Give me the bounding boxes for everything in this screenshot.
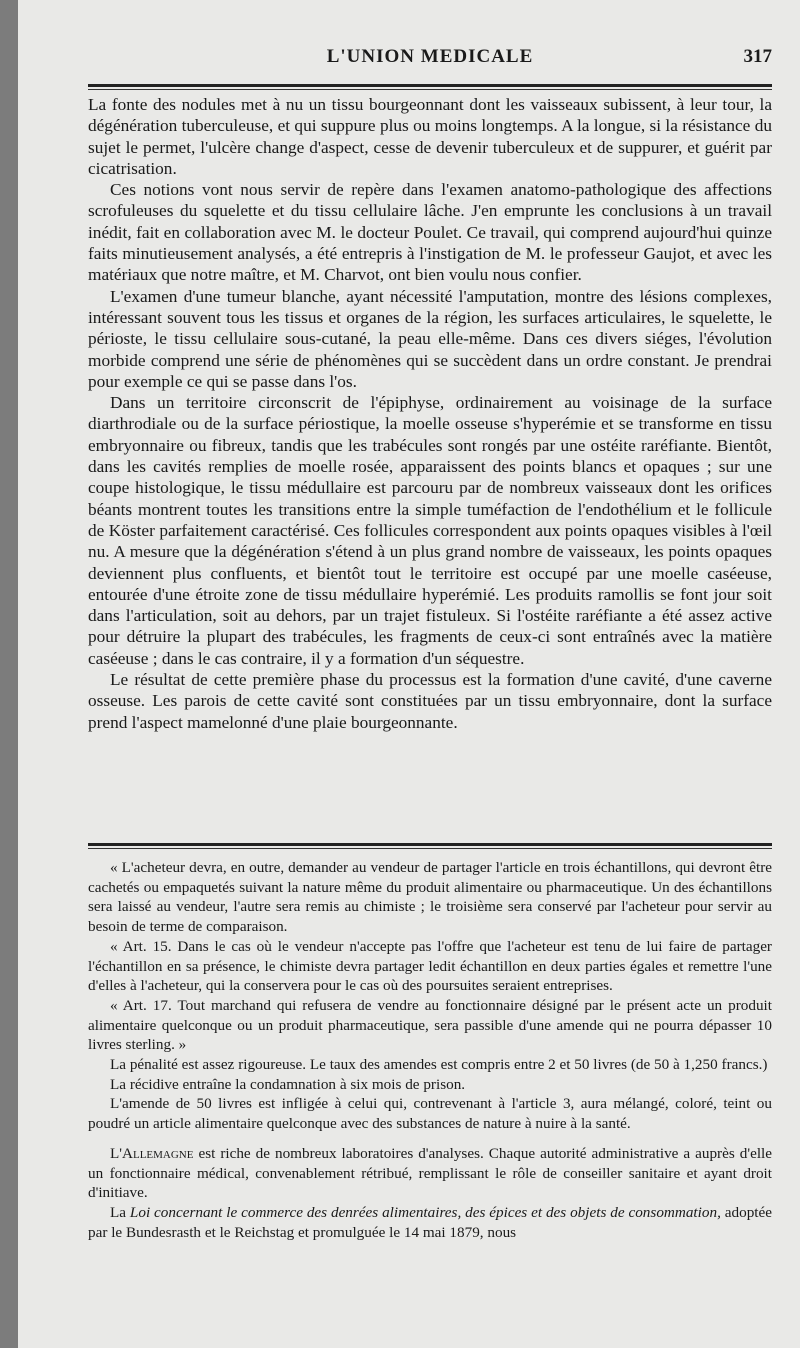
note-paragraph-4: La pénalité est assez rigoureuse. Le taux des amendes est compris entre 2 et 50 livres (de 50 à 1,250 francs.)	[110, 1056, 768, 1074]
main-text	[88, 94, 772, 733]
page-number: 317	[743, 46, 772, 67]
note-paragraph-2: « Art. 15. Dans le cas où le vendeur n'accepte pas l'offre que l'acheteur est tenu de lui faire de partager l'échantillon en sa présence, le chimiste devra partager ledit échantillon en deux parties égales et remettre l'une d'elles à l'acheteur, qui la conservera pour le cas où des poursuites seraient entreprises.	[88, 937, 772, 995]
note-paragraph-8-start: La	[110, 1203, 130, 1221]
paragraph-4: Dans un territoire circonscrit de l'épiphyse, ordinairement au voisinage de la surface diarthrodiale ou de la surface périostique, la moelle osseuse s'hyperémie et se transforme en tissu embryonnaire ou fibreux, tandis que les trabécules sont rongés par une ostéite raréfiante. Bientôt, dans les cavités remplies de moelle rosée, apparaissent des points blancs et opaques ; sur une coupe histologique, le tissu médullaire est parcouru par de nombreux vaisseaux dont les orifices béants montrent toutes les transitions entre la simple tuméfaction de l'endothélium et le follicule de Köster parfaitement caractérisé. Ces follicules correspondent aux points opaques visibles à l'œil nu. A mesure que la dégénération s'étend à un plus grand nombre de vaisseaux, les points opaques deviennent plus confluents, et bientôt tout le territoire est occupé par une moelle caséeuse, entourée d'une étroite zone de tissu médullaire hyperémié. Les produits ramollis se font jour soit dans l'articulation, soit au dehors, par un trajet fistuleux. Si l'ostéite raréfiante a été assez active pour détruire la plupart des trabécules, les fragments de ceux-ci sont entraînés avec la matière caséeuse ; dans le cas contraire, il y a formation d'un séquestre.	[88, 393, 772, 668]
feuilleton-rule	[88, 843, 772, 846]
note-paragraph-7	[88, 1144, 772, 1203]
paragraph-5: Le résultat de cette première phase du processus est la formation d'une cavité, d'une caverne osseuse. Les parois de cette cavité sont constituées par un tissu embryonnaire, dont la surface prend l'aspect mamelonné d'une plaie bourgeonnante.	[88, 670, 772, 732]
scanned-page	[18, 0, 800, 1348]
note-paragraph-7-text: est riche de nombreux laboratoires d'analyses. Chaque autorité administrative a auprès d'elle un fonctionnaire médical, convenablement rétribué, remplissant le rôle de conseiller sanitaire et ayant droit d'initiave.	[88, 1144, 772, 1202]
note-paragraph-8-end: adoptée par le Bundesrasth et le Reichstag et promulguée le 14 mai 1879, nous	[88, 1203, 772, 1241]
note-paragraph-8	[88, 1203, 772, 1242]
running-title: L'UNION MEDICALE	[326, 46, 534, 67]
note-paragraph-6: L'amende de 50 livres est infligée à celui qui, contrevenant à l'article 3, aura mélangé, coloré, teint ou poudré un article alimentaire quelconque avec des substances de nature à nuire à la santé.	[88, 1095, 772, 1133]
page-header	[88, 46, 772, 80]
paragraph-3: L'examen d'une tumeur blanche, ayant nécessité l'amputation, montre des lésions complexes, intéressant souvent tous les tissus et organes de la région, les surfaces articulaires, le squelette, le périoste, le tissu cellulaire sous-cutané, la peau elle-même. Dans ces divers siéges, l'évolution morbide comprend une série de phénomènes qui se succèdent dans un ordre constant. Je prendrai pour exemple ce qui se passe dans l'os.	[88, 286, 772, 391]
law-title: Loi concernant le commerce des denrées alimentaires, des épices et des objets de consommation,	[129, 1203, 721, 1221]
header-rule	[88, 84, 772, 87]
note-paragraph-1: « L'acheteur devra, en outre, demander au vendeur de partager l'article en trois échantillons, qui devront être cachetés ou empaquetés suivant la nature même du produit alimentaire ou pharmaceutique. Un des échantillons sera laissé au vendeur, l'autre sera remis au chimiste ; le troisième sera conservé par l'acheteur pour servir au besoin de terme de comparaison.	[88, 859, 772, 936]
country-name: L'Allemagne	[110, 1144, 194, 1162]
note-paragraph-3: « Art. 17. Tout marchand qui refusera de vendre au fonctionnaire désigné par le présent acte un produit alimentaire quelconque ou un produit pharmaceutique, sera passible d'une amende qui ne pourra dépasser 10 livres sterling. »	[88, 996, 772, 1054]
header-rule-thin	[88, 89, 772, 90]
feuilleton-rule-thin	[88, 848, 772, 849]
paragraph-1: La fonte des nodules met à nu un tissu bourgeonnant dont les vaisseaux subissent, à leur tour, la dégénération tuberculeuse, et qui suppure plus ou moins longtemps. A la longue, si la résistance du sujet le permet, l'ulcère change d'aspect, cesse de devenir tuberculeux et de suppurer, et guérit par cicatrisation.	[88, 95, 772, 178]
feuilleton-text	[88, 858, 772, 1242]
paragraph-2: Ces notions vont nous servir de repère dans l'examen anatomo-pathologique des affections scrofuleuses du squelette et du tissu cellulaire lâche. J'en emprunte les conclusions à un travail inédit, fait en collaboration avec M. le docteur Poulet. Ce travail, qui comprend aujourd'hui quinze faits minutieusement analysés, a été entrepris à l'instigation de M. le professeur Gaujot, et avec les matériaux que notre maître, et M. Charvot, ont bien voulu nous confier.	[88, 180, 772, 285]
note-paragraph-5: La récidive entraîne la condamnation à six mois de prison.	[110, 1075, 466, 1093]
